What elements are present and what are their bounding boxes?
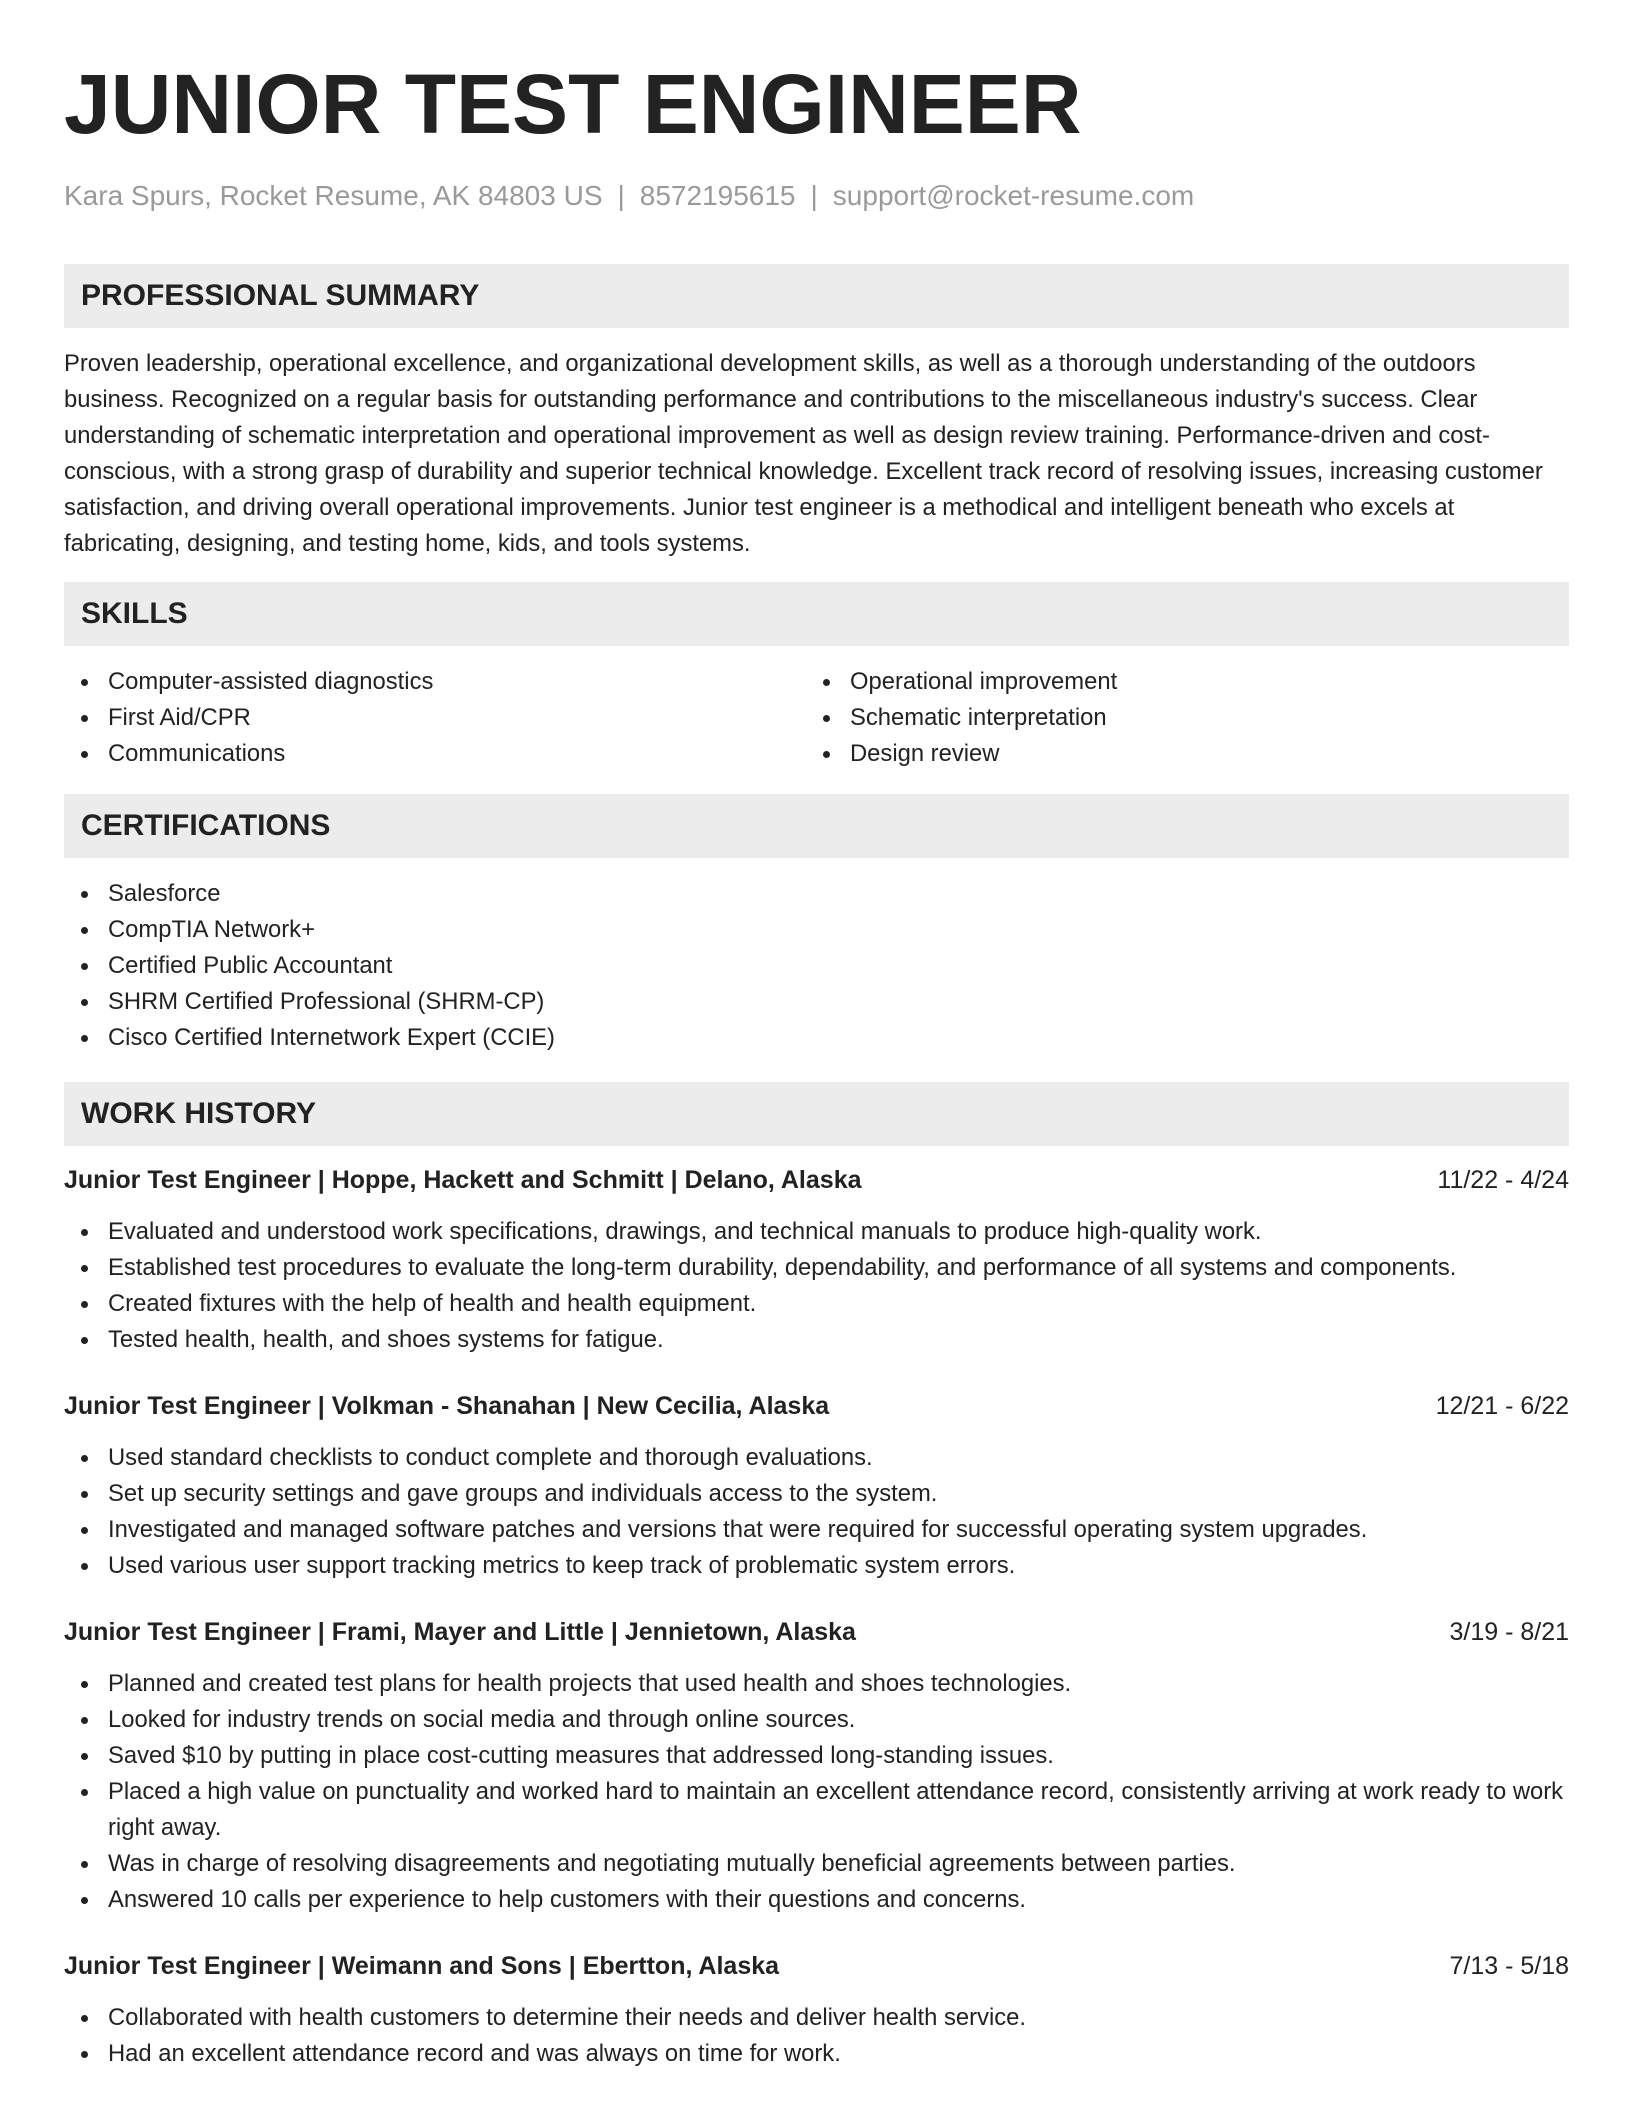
certification-item: Certified Public Accountant	[64, 948, 1569, 984]
job-header	[64, 1162, 1569, 1198]
certification-item: Salesforce	[64, 876, 1569, 912]
job-dates: 12/21 - 6/22	[1435, 1391, 1569, 1420]
summary-text: Proven leadership, operational excellence, and organizational development skills, as well as a thorough understanding of the outdoors business. Recognized on a regular basis for outstanding performance and contributions to the miscellaneous industry's success. Clear understanding of schematic interpretation and operational improvement as well as design review training. Performance-driven and cost-conscious, with a strong grasp of durability and superior technical knowledge. Excellent track record of resolving issues, increasing customer satisfaction, and driving overall operational improvements. Junior test engineer is a methodical and intelligent beneath who excels at fabricating, designing, and testing home, kids, and tools systems.	[64, 350, 1543, 557]
job-dates: 7/13 - 5/18	[1449, 1951, 1569, 1980]
job-bullet: Used various user support tracking metrics to keep track of problematic system errors.	[64, 1548, 1569, 1584]
skill-item: Communications	[64, 736, 806, 772]
job-bullet: Had an excellent attendance record and was always on time for work.	[64, 2036, 1569, 2072]
job-bullets	[64, 1440, 1569, 1584]
job-header	[64, 1614, 1569, 1650]
job-bullets	[64, 1666, 1569, 1918]
job-bullet: Collaborated with health customers to determine their needs and deliver health service.	[64, 2000, 1569, 2036]
contact-separator: |	[617, 180, 625, 211]
job-entry	[64, 1614, 1569, 1918]
skill-item: Operational improvement	[806, 664, 1569, 700]
job-dates: 3/19 - 8/21	[1449, 1617, 1569, 1646]
contact-line	[64, 180, 1569, 212]
skill-item: Design review	[806, 736, 1569, 772]
contact-phone: 8572195615	[639, 180, 796, 211]
job-bullets	[64, 2000, 1569, 2072]
job-bullet: Planned and created test plans for health projects that used health and shoes technologies.	[64, 1666, 1569, 1702]
job-bullet: Answered 10 calls per experience to help customers with their questions and concerns.	[64, 1882, 1569, 1918]
certification-item: CompTIA Network+	[64, 912, 1569, 948]
job-bullet: Established test procedures to evaluate the long-term durability, dependability, and performance of all systems and components.	[64, 1250, 1569, 1286]
job-bullet: Tested health, health, and shoes systems for fatigue.	[64, 1322, 1569, 1358]
skills-heading: SKILLS	[64, 582, 1569, 646]
job-header	[64, 1948, 1569, 1984]
job-bullets	[64, 1214, 1569, 1358]
job-title: Junior Test Engineer | Weimann and Sons | Ebertton, Alaska	[64, 1951, 780, 1980]
skills-grid	[64, 664, 1569, 772]
job-bullet: Investigated and managed software patches and versions that were required for successful operating system upgrades.	[64, 1512, 1569, 1548]
job-bullet: Placed a high value on punctuality and worked hard to maintain an excellent attendance record, consistently arriving at work ready to work right away.	[64, 1774, 1569, 1846]
job-bullet: Used standard checklists to conduct complete and thorough evaluations.	[64, 1440, 1569, 1476]
skill-item: Schematic interpretation	[806, 700, 1569, 736]
job-bullet: Looked for industry trends on social media and through online sources.	[64, 1702, 1569, 1738]
job-title: Junior Test Engineer | Volkman - Shanahan | New Cecilia, Alaska	[64, 1391, 830, 1420]
job-title: Junior Test Engineer | Frami, Mayer and Little | Jennietown, Alaska	[64, 1617, 856, 1646]
skills-list-right	[806, 664, 1569, 772]
job-bullet: Evaluated and understood work specifications, drawings, and technical manuals to produce high-quality work.	[64, 1214, 1569, 1250]
certifications-list	[64, 876, 1569, 1056]
job-entry	[64, 1162, 1569, 1358]
skills-list-left	[64, 664, 806, 772]
job-bullet: Saved $10 by putting in place cost-cutting measures that addressed long-standing issues.	[64, 1738, 1569, 1774]
work-history-heading: WORK HISTORY	[64, 1082, 1569, 1146]
contact-email: support@rocket-resume.com	[832, 180, 1195, 211]
certifications-heading: CERTIFICATIONS	[64, 794, 1569, 858]
certification-item: Cisco Certified Internetwork Expert (CCIE)	[64, 1020, 1569, 1056]
job-bullet: Set up security settings and gave groups and individuals access to the system.	[64, 1476, 1569, 1512]
job-entry	[64, 1948, 1569, 2072]
job-entry	[64, 1388, 1569, 1584]
resume-title: JUNIOR TEST ENGINEER	[64, 57, 1082, 151]
summary-heading: PROFESSIONAL SUMMARY	[64, 264, 1569, 328]
job-header	[64, 1388, 1569, 1424]
job-title: Junior Test Engineer | Hoppe, Hackett and Schmitt | Delano, Alaska	[64, 1165, 862, 1194]
skill-item: Computer-assisted diagnostics	[64, 664, 806, 700]
contact-separator: |	[810, 180, 818, 211]
certification-item: SHRM Certified Professional (SHRM-CP)	[64, 984, 1569, 1020]
job-bullet: Was in charge of resolving disagreements and negotiating mutually beneficial agreements between parties.	[64, 1846, 1569, 1882]
job-bullet: Created fixtures with the help of health and health equipment.	[64, 1286, 1569, 1322]
job-dates: 11/22 - 4/24	[1437, 1165, 1569, 1194]
contact-address: Kara Spurs, Rocket Resume, AK 84803 US	[64, 180, 603, 211]
skill-item: First Aid/CPR	[64, 700, 806, 736]
